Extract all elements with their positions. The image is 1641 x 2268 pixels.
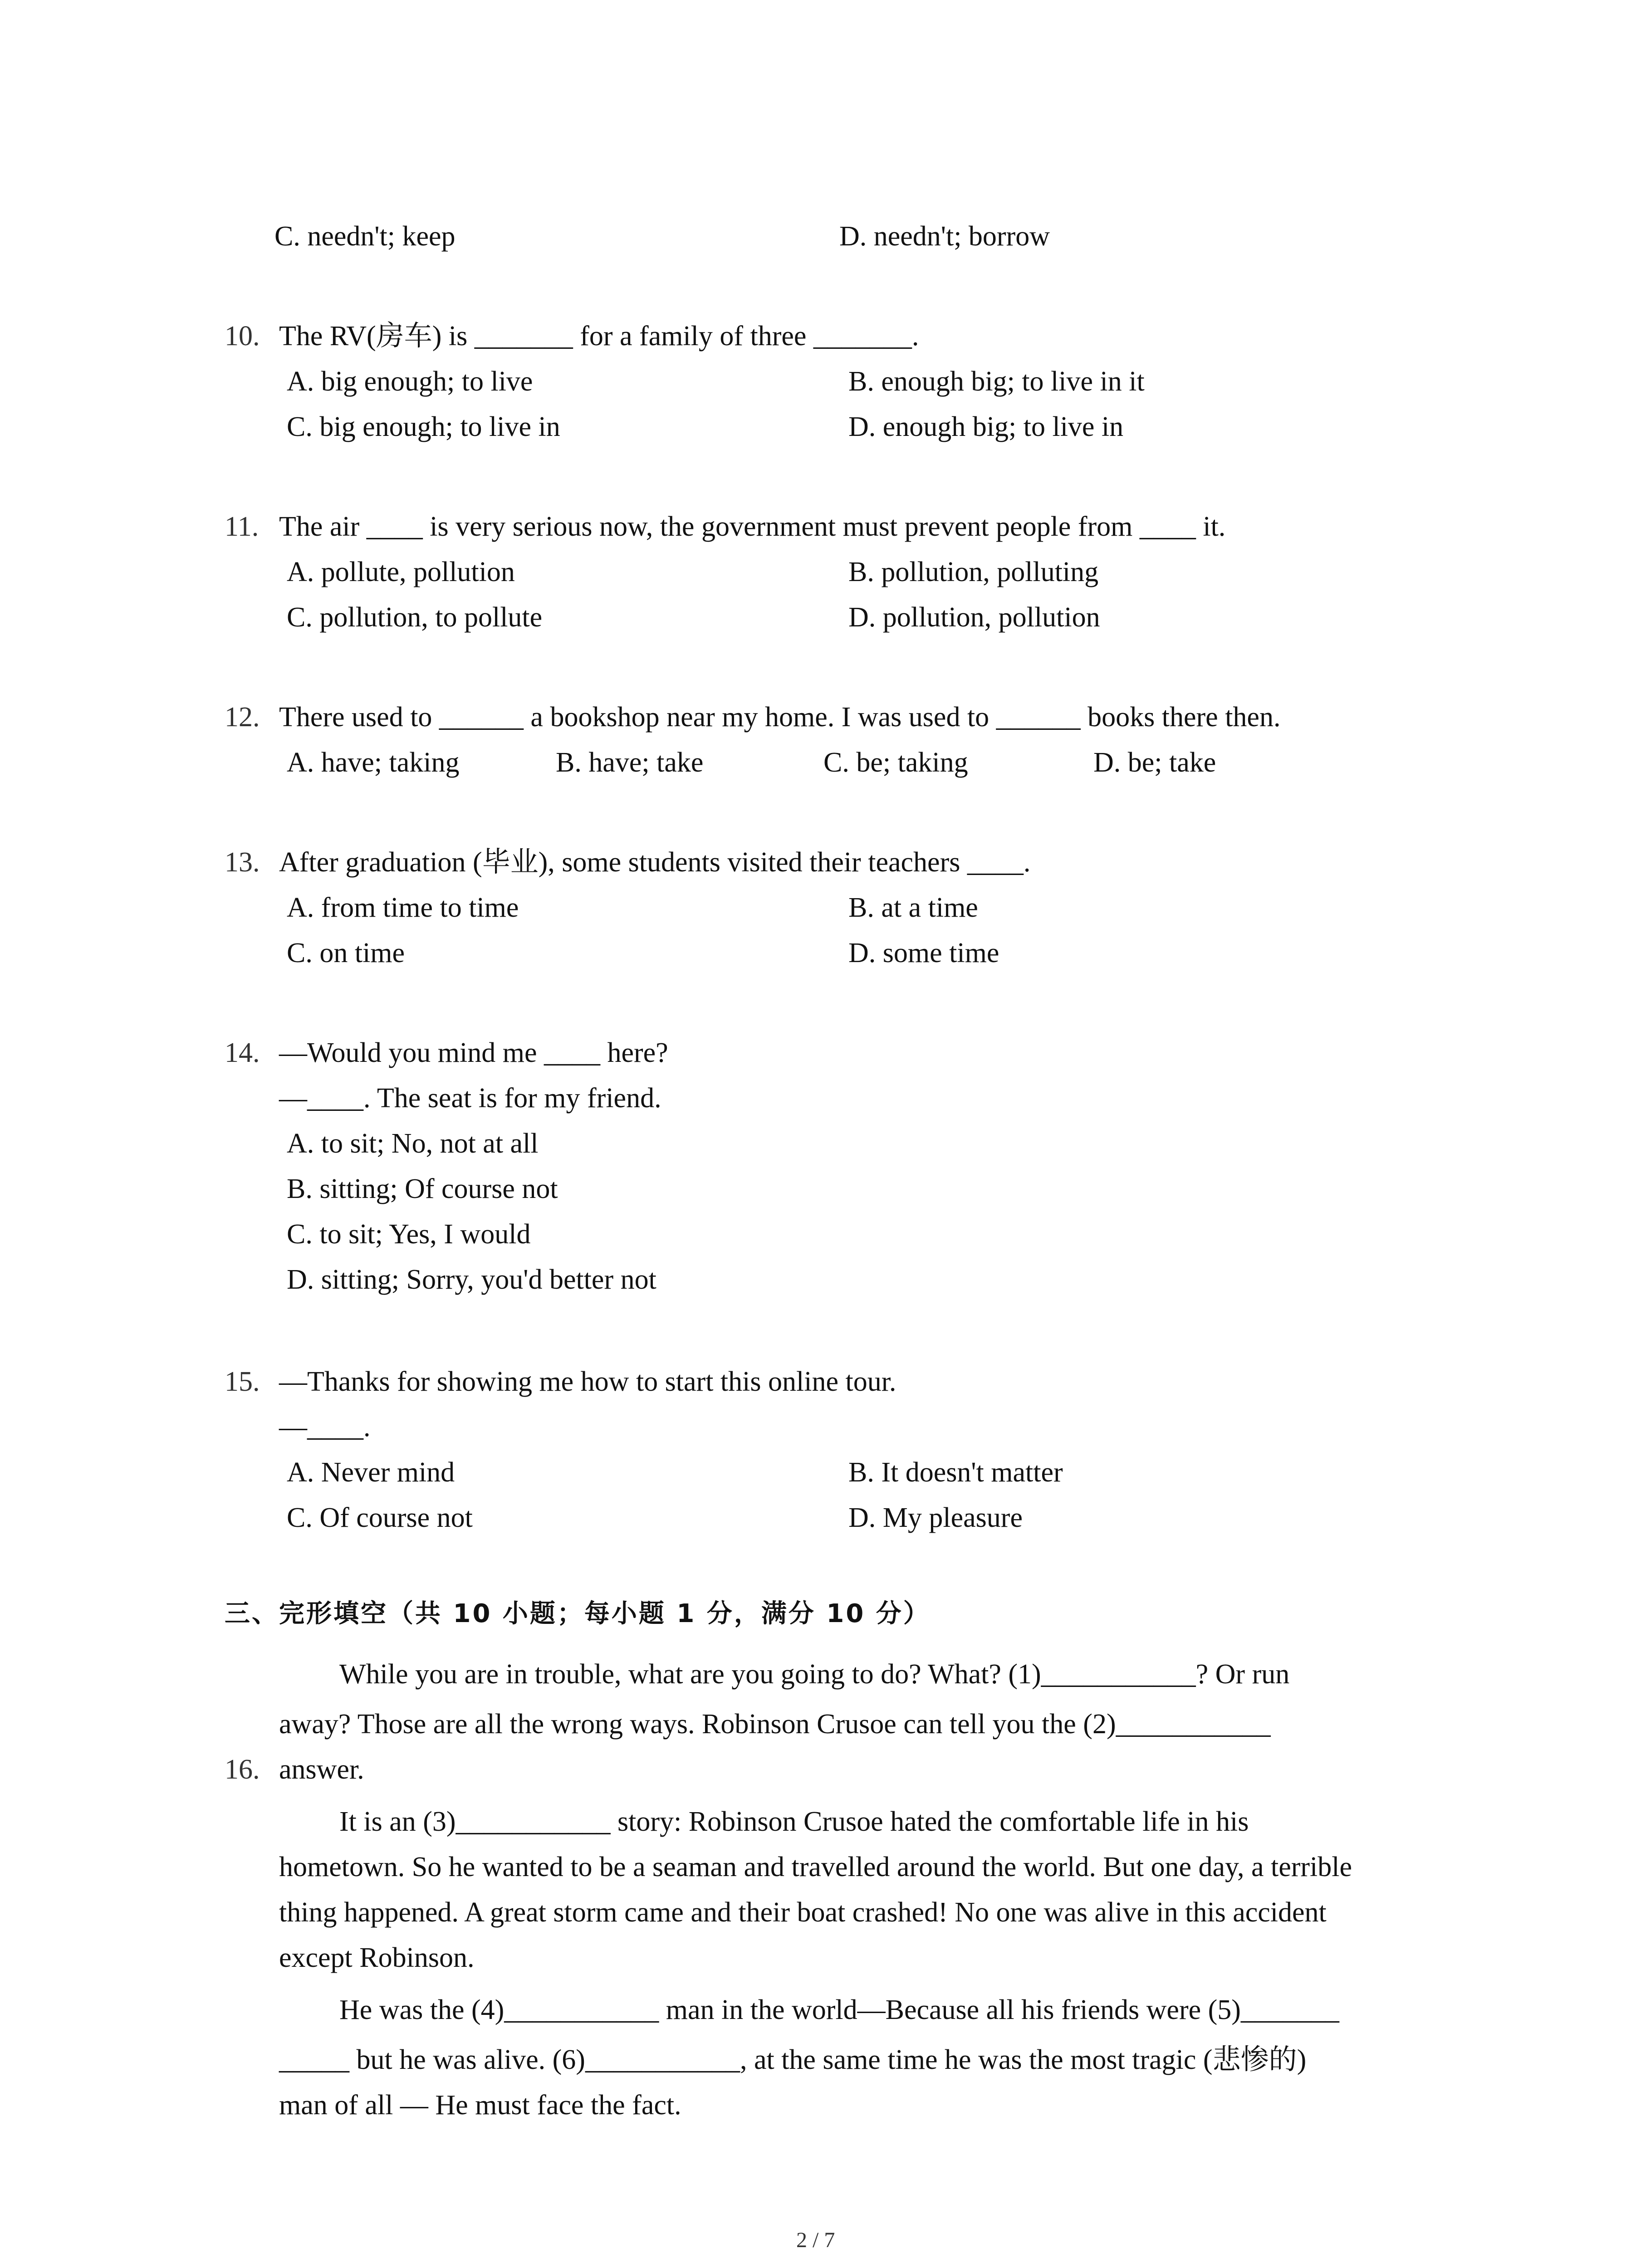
q16-passage-line-3: answer. (279, 1754, 364, 1785)
q13-number: 13. (225, 847, 260, 878)
q10-option-c: C. big enough; to live in (287, 411, 560, 442)
q15-option-b: B. It doesn't matter (848, 1457, 1063, 1488)
q11-option-d: D. pollution, pollution (848, 602, 1100, 633)
q16-passage-line-8: He was the (4)___________ man in the world—Because all his friends were (5)_______ (339, 1994, 1339, 2025)
q16-passage-line-10: man of all — He must face the fact. (279, 2090, 681, 2121)
q10-option-b: B. enough big; to live in it (848, 366, 1145, 397)
q12-number: 12. (225, 702, 260, 733)
q16-passage-line-9: _____ but he was alive. (6)___________, at the same time he was the most tragic (悲惨的) (279, 2044, 1307, 2075)
section-heading-cloze: 三、完形填空（共 10 小题；每小题 1 分，满分 10 分） (225, 1599, 931, 1628)
q10-option-d: D. enough big; to live in (848, 411, 1124, 442)
q13-option-c: C. on time (287, 938, 405, 968)
q11-option-b: B. pollution, polluting (848, 557, 1099, 587)
q9-option-c: C. needn't; keep (274, 221, 456, 252)
q16-passage-line-2: away? Those are all the wrong ways. Robinson Crusoe can tell you the (2)___________ (279, 1709, 1271, 1740)
q11-number: 11. (225, 511, 259, 542)
q15-option-a: A. Never mind (287, 1457, 455, 1488)
q14-option-c: C. to sit; Yes, I would (287, 1219, 531, 1250)
q16-number: 16. (225, 1754, 260, 1785)
q16-passage-line-6: thing happened. A great storm came and their boat crashed! No one was alive in this accident (279, 1897, 1327, 1928)
q10-stem: The RV(房车) is _______ for a family of three _______. (279, 321, 919, 352)
q12-option-a: A. have; taking (287, 747, 460, 778)
q12-option-b: B. have; take (556, 747, 704, 778)
q11-option-c: C. pollution, to pollute (287, 602, 543, 633)
q14-option-d: D. sitting; Sorry, you'd better not (287, 1264, 656, 1295)
q12-option-c: C. be; taking (823, 747, 968, 778)
q16-passage-line-1: While you are in trouble, what are you going to do? What? (1)___________? Or run (339, 1659, 1290, 1690)
q13-option-a: A. from time to time (287, 892, 519, 923)
q11-option-a: A. pollute, pollution (287, 557, 515, 587)
q15-number: 15. (225, 1366, 260, 1397)
q13-option-d: D. some time (848, 938, 999, 968)
q9-option-d: D. needn't; borrow (839, 221, 1050, 252)
q15-option-c: C. Of course not (287, 1502, 473, 1533)
q15-option-d: D. My pleasure (848, 1502, 1023, 1533)
q15-reply: —____. (279, 1412, 371, 1442)
q14-option-b: B. sitting; Of course not (287, 1173, 558, 1204)
q12-option-d: D. be; take (1093, 747, 1216, 778)
q12-stem: There used to ______ a bookshop near my home. I was used to ______ books there then. (279, 702, 1281, 733)
q16-passage-line-4: It is an (3)___________ story: Robinson Crusoe hated the comfortable life in his (339, 1806, 1249, 1837)
page-number: 2 / 7 (796, 2228, 835, 2252)
q10-option-a: A. big enough; to live (287, 366, 533, 397)
q11-stem: The air ____ is very serious now, the government must prevent people from ____ it. (279, 511, 1226, 542)
q15-stem: —Thanks for showing me how to start this online tour. (279, 1366, 896, 1397)
q16-passage-line-5: hometown. So he wanted to be a seaman and travelled around the world. But one day, a terrible (279, 1852, 1352, 1882)
q13-option-b: B. at a time (848, 892, 978, 923)
q14-number: 14. (225, 1037, 260, 1068)
q16-passage-line-7: except Robinson. (279, 1942, 475, 1973)
q14-stem: —Would you mind me ____ here? (279, 1037, 668, 1068)
q13-stem: After graduation (毕业), some students visited their teachers ____. (279, 847, 1031, 878)
q14-reply: —____. The seat is for my friend. (279, 1083, 661, 1114)
q14-option-a: A. to sit; No, not at all (287, 1128, 539, 1159)
q10-number: 10. (225, 321, 260, 352)
